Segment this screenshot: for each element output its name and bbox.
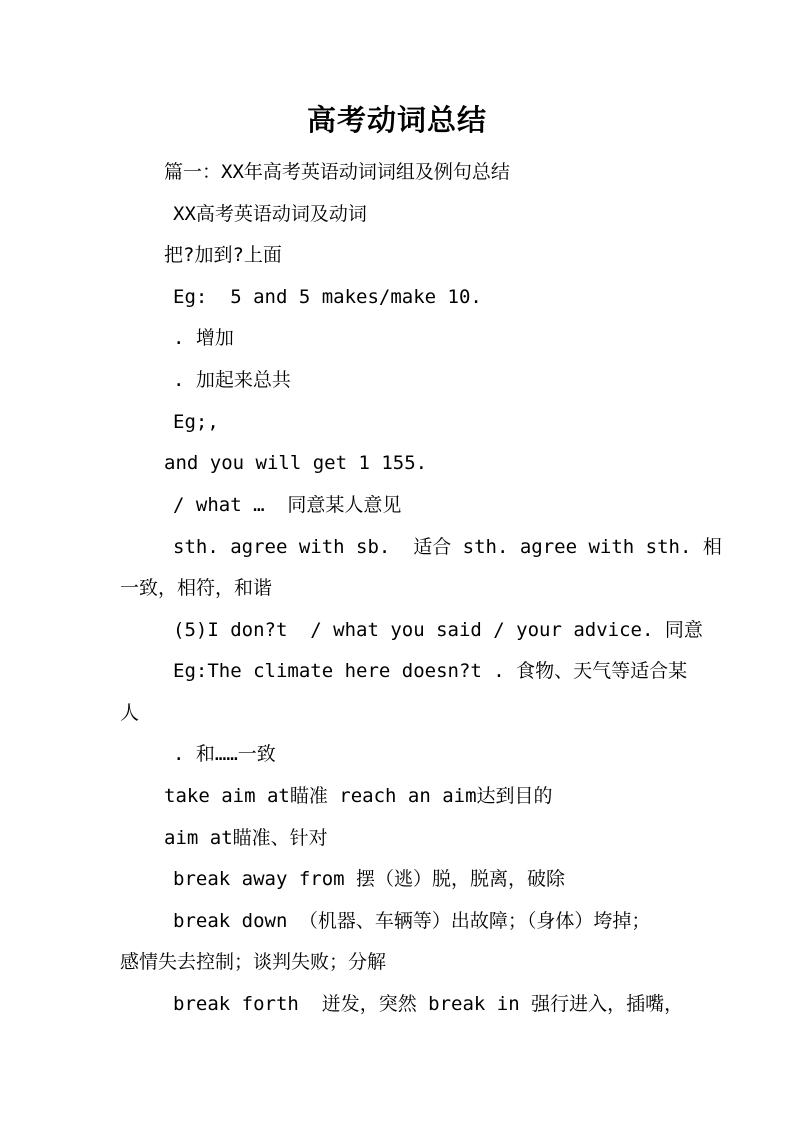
text-line: / what … 同意某人意见: [173, 494, 402, 516]
text-line: . 加起来总共: [173, 369, 291, 391]
text-line: break forth 迸发，突然 break in 强行进入，插嘴，: [173, 993, 684, 1015]
text-line: Eg;,: [173, 411, 219, 433]
text-line: aim at瞄准、针对: [164, 827, 328, 849]
text-line: Eg:The climate here doesn?t . 食物、天气等适合某: [173, 660, 688, 682]
text-line: 把?加到?上面: [164, 244, 282, 266]
text-line: take aim at瞄准 reach an aim达到目的: [164, 785, 553, 807]
text-line: . 和……一致: [173, 743, 276, 765]
text-line: sth. agree with sb. 适合 sth. agree with sth. 相: [173, 536, 722, 558]
text-line: 人: [120, 702, 140, 724]
text-line: Eg: 5 and 5 makes/make 10.: [173, 286, 482, 308]
text-line: 一致，相符，和谐: [120, 577, 273, 599]
text-line: XX高考英语动词及动词: [173, 203, 367, 225]
text-line: 感情失去控制；谈判失败；分解: [120, 951, 387, 973]
text-line: break down （机器、车辆等）出故障；（身体）垮掉；: [173, 910, 651, 932]
document-title: 高考动词总结: [306, 103, 487, 137]
text-line: break away from 摆（逃）脱，脱离，破除: [173, 868, 566, 890]
text-line: and you will get 1 155.: [164, 452, 428, 474]
text-line: . 增加: [173, 327, 234, 349]
text-line: 篇一：XX年高考英语动词词组及例句总结: [164, 161, 510, 183]
text-line: (5)I don?t / what you said / your advice. 同意: [173, 619, 703, 641]
